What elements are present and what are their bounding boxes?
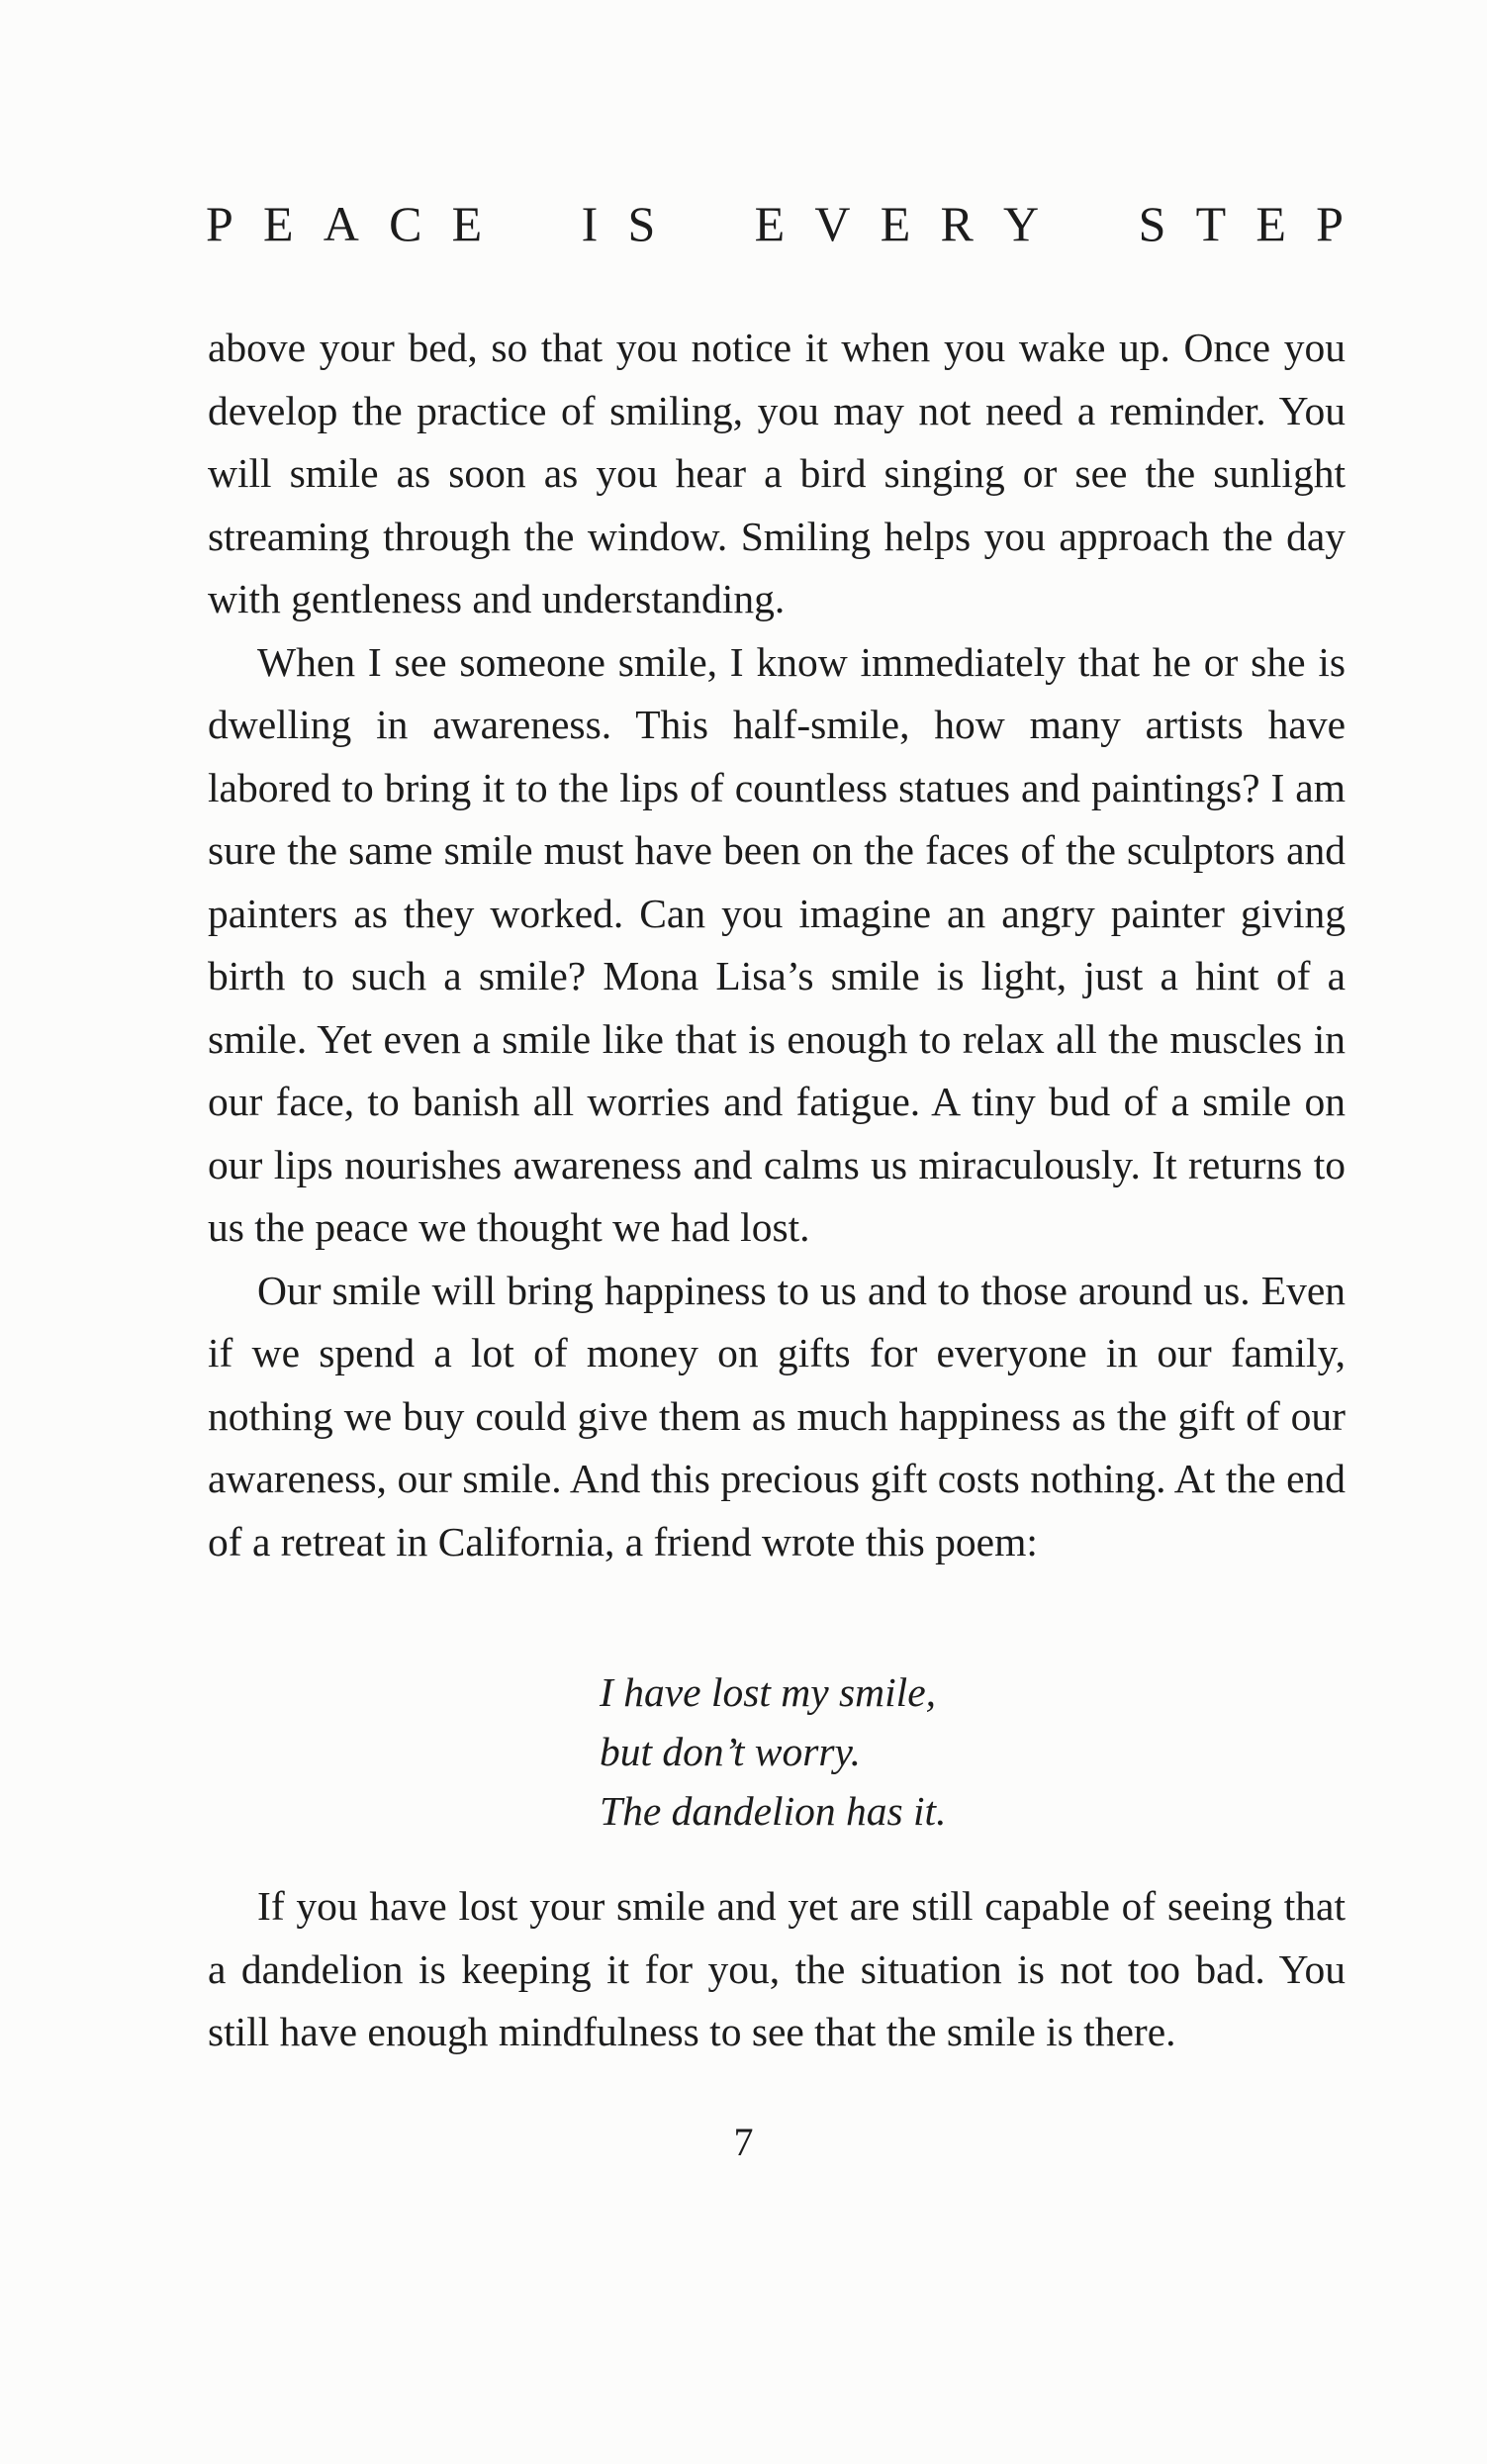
- body-text: [208, 317, 1346, 1573]
- poem-line: I have lost my smile,: [600, 1669, 936, 1715]
- running-head-letter: E: [754, 196, 786, 251]
- poem: [600, 1662, 946, 1841]
- running-head-letter: P: [1316, 196, 1344, 251]
- paragraph: Our smile will bring happiness to us and to those around us. Even if we spend a lot of money on gifts for everyone in our family, nothing we buy could give them as much happiness as the gift of our awareness, our smile. And this precious gift costs nothing. At the end of a retreat in California, a friend wrote this poem:: [208, 1267, 1346, 1564]
- paragraph: above your bed, so that you notice it when you wake up. Once you develop the practice of smiling, you may not need a reminder. You will smile as soon as you hear a bird singing or see the sunlight streaming through the window. Smiling helps you approach the day with gentleness and understanding.: [208, 325, 1346, 621]
- running-head-letter: S: [1138, 196, 1166, 251]
- running-head-letter: A: [323, 196, 359, 251]
- running-head-letter: E: [1255, 196, 1286, 251]
- running-head: [206, 194, 1344, 253]
- paragraph: When I see someone smile, I know immediately that he or she is dwelling in awareness. This half-smile, how many artists have labored to bring it to the lips of countless statues and paintings? I am sure the same smile must have been on the faces of the sculptors and painters as they worked. Can you imagine an angry painter giving birth to such a smile? Mona Lisa’s smile is light, just a hint of a smile. Yet even a smile like that is enough to relax all the muscles in our face, to banish all worries and fatigue. A tiny bud of a smile on our lips nourishes awareness and calms us miraculously. It returns to us the peace we thought we had lost.: [208, 638, 1346, 1250]
- poem-line: but don’t worry.: [600, 1729, 862, 1774]
- running-head-letter: V: [814, 196, 851, 251]
- running-head-letter: S: [627, 196, 656, 251]
- running-head-letter: E: [880, 196, 911, 251]
- running-head-letter: E: [263, 196, 294, 251]
- running-head-letter: R: [940, 196, 974, 251]
- page-number: 7: [733, 2120, 754, 2164]
- running-head-letter: Y: [1003, 196, 1040, 251]
- running-head-letter: E: [451, 196, 483, 251]
- poem-line: The dandelion has it.: [600, 1788, 947, 1834]
- running-head-letter: T: [1195, 196, 1227, 251]
- final-paragraph-block: [208, 1875, 1346, 2064]
- running-head-letter: I: [581, 196, 599, 251]
- running-head-letter: C: [389, 196, 422, 251]
- running-head-letter: P: [206, 196, 233, 251]
- paragraph: If you have lost your smile and yet are still capable of seeing that a dandelion is keeping it for you, the situation is not too bad. You still have enough mindfulness to see that the smile is there.: [208, 1883, 1346, 2054]
